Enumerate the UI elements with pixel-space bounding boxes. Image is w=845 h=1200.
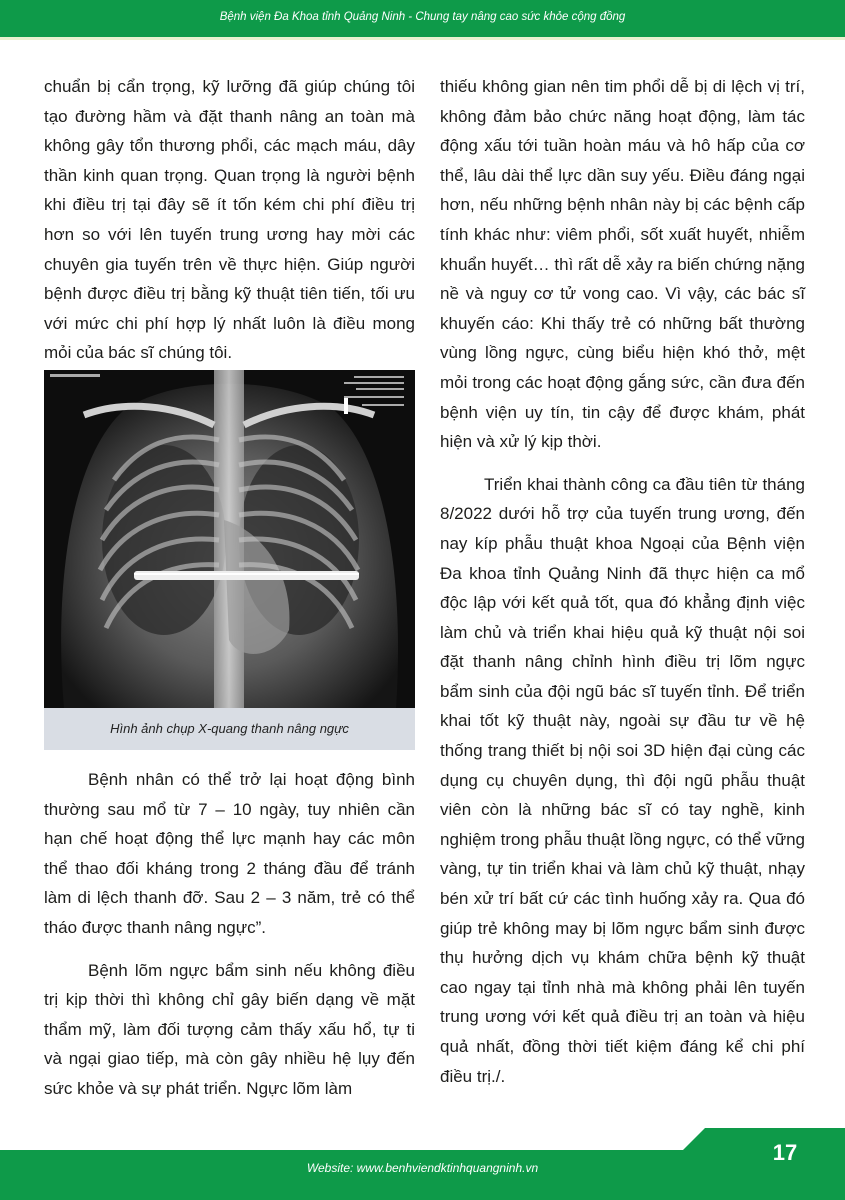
left-paragraph-1-text: chuẩn bị cẩn trọng, kỹ lưỡng đã giúp chúng tôi tạo đường hầm và đặt thanh nâng an toàn mà không gây tổn thương phổi, các mạch máu, dây thần kinh quan trọng. Quan trọng là người bệnh khi điều trị tại đây sẽ ít tốn kém chi phí điều trị hơn so với lên tuyến trung ương hay mời các chuyên gia tuyến trên về thực hiện. Giúp người bệnh được điều trị bằng kỹ thuật tiên tiến, tối ưu với mức chi phí hợp lý nhất luôn là điều mong mỏi của bác sĩ chúng tôi. [44, 77, 415, 363]
figure-caption: Hình ảnh chụp X-quang thanh nâng ngực [44, 708, 415, 750]
footer-website: Website: www.benhviendktinhquangninh.vn [306, 1161, 539, 1175]
left-paragraph-3: Bệnh lõm ngực bẩm sinh nếu không điều trị kịp thời thì không chỉ gây biến dạng về mặt thẩm mỹ, làm đối tượng cảm thấy xấu hổ, tự ti và ngại giao tiếp, mà còn gây nhiều hệ lụy đến sức khỏe và sự phát triển. Ngực lõm làm [44, 960, 415, 1098]
right-column [440, 72, 805, 1091]
header-title: Bệnh viện Đa Khoa tỉnh Quảng Ninh - Chung tay nâng cao sức khỏe cộng đồng [219, 11, 626, 23]
page-number: 17 [772, 1140, 798, 1165]
right-paragraph-2: Triển khai thành công ca đầu tiên từ tháng 8/2022 dưới hỗ trợ của tuyến trung ương, đến nay kíp phẫu thuật khoa Ngoại của Bệnh viện Đa khoa tỉnh Quảng Ninh đã thực hiện ca mổ độc lập với kết quả tốt, qua đó khẳng định việc làm chủ và triển khai hiệu quả kỹ thuật nội soi đặt thanh nâng chỉnh hình điều trị lõm ngực bẩm sinh của đội ngũ bác sĩ tuyến tỉnh. Để triển khai tốt kỹ thuật này, ngoài sự đầu tư về hệ thống trang thiết bị nội soi 3D hiện đại cùng các dụng cụ chuyên dụng, thì đội ngũ phẫu thuật viên còn là những bác sĩ có tay nghề, kinh nghiệm trong phẫu thuật lồng ngực, có thể vững vàng, tự tin triển khai và làm chủ kỹ thuật, nhạy bén xử trí bất cứ các tình huống xảy ra. Qua đó giúp trẻ không may bị lõm ngực bẩm sinh được thụ hưởng dịch vụ khám chữa bệnh kỹ thuật cao ngay tại tỉnh nhà mà không phải lên tuyến trung ương với kết quả điều trị an toàn và hiệu quả nhất, đồng thời tiết kiệm đáng kể chi phí điều trị./. [440, 474, 805, 1086]
left-column-lower [44, 765, 415, 1104]
xray-figure [44, 370, 415, 750]
header-divider [0, 37, 845, 40]
left-paragraph-2: Bệnh nhân có thể trở lại hoạt động bình thường sau mổ từ 7 – 10 ngày, tuy nhiên cần hạn chế hoạt động thể lực mạnh hay các môn thể thao đối kháng trong 2 tháng đầu để tránh làm di lệch thanh đỡ. Sau 2 – 3 năm, trẻ có thể tháo được thanh nâng ngực”. [44, 770, 415, 937]
xray-image [44, 370, 415, 708]
left-paragraph-1 [44, 72, 415, 368]
right-paragraph-1: thiếu không gian nên tim phổi dễ bị di lệch vị trí, không đảm bảo chức năng hoạt động, làm tác động xấu tới tuần hoàn máu và hô hấp của cơ thể, lâu dài thể lực dần suy yếu. Điều đáng ngại hơn, nếu những bệnh nhân này bị các bệnh cấp tính khác như: viêm phổi, sốt xuất huyết, nhiễm khuẩn huyết… thì rất dễ xảy ra biến chứng nặng nề và nguy cơ tử vong cao. Vì vậy, các bác sĩ khuyến cáo: Khi thấy trẻ có những bất thường vùng lồng ngực, cùng biểu hiện khó thở, mệt mỏi trong các hoạt động gắng sức, cần đưa đến bệnh viện uy tín, tin cậy để được khám, phát hiện và xử lý kịp thời. [440, 77, 805, 452]
